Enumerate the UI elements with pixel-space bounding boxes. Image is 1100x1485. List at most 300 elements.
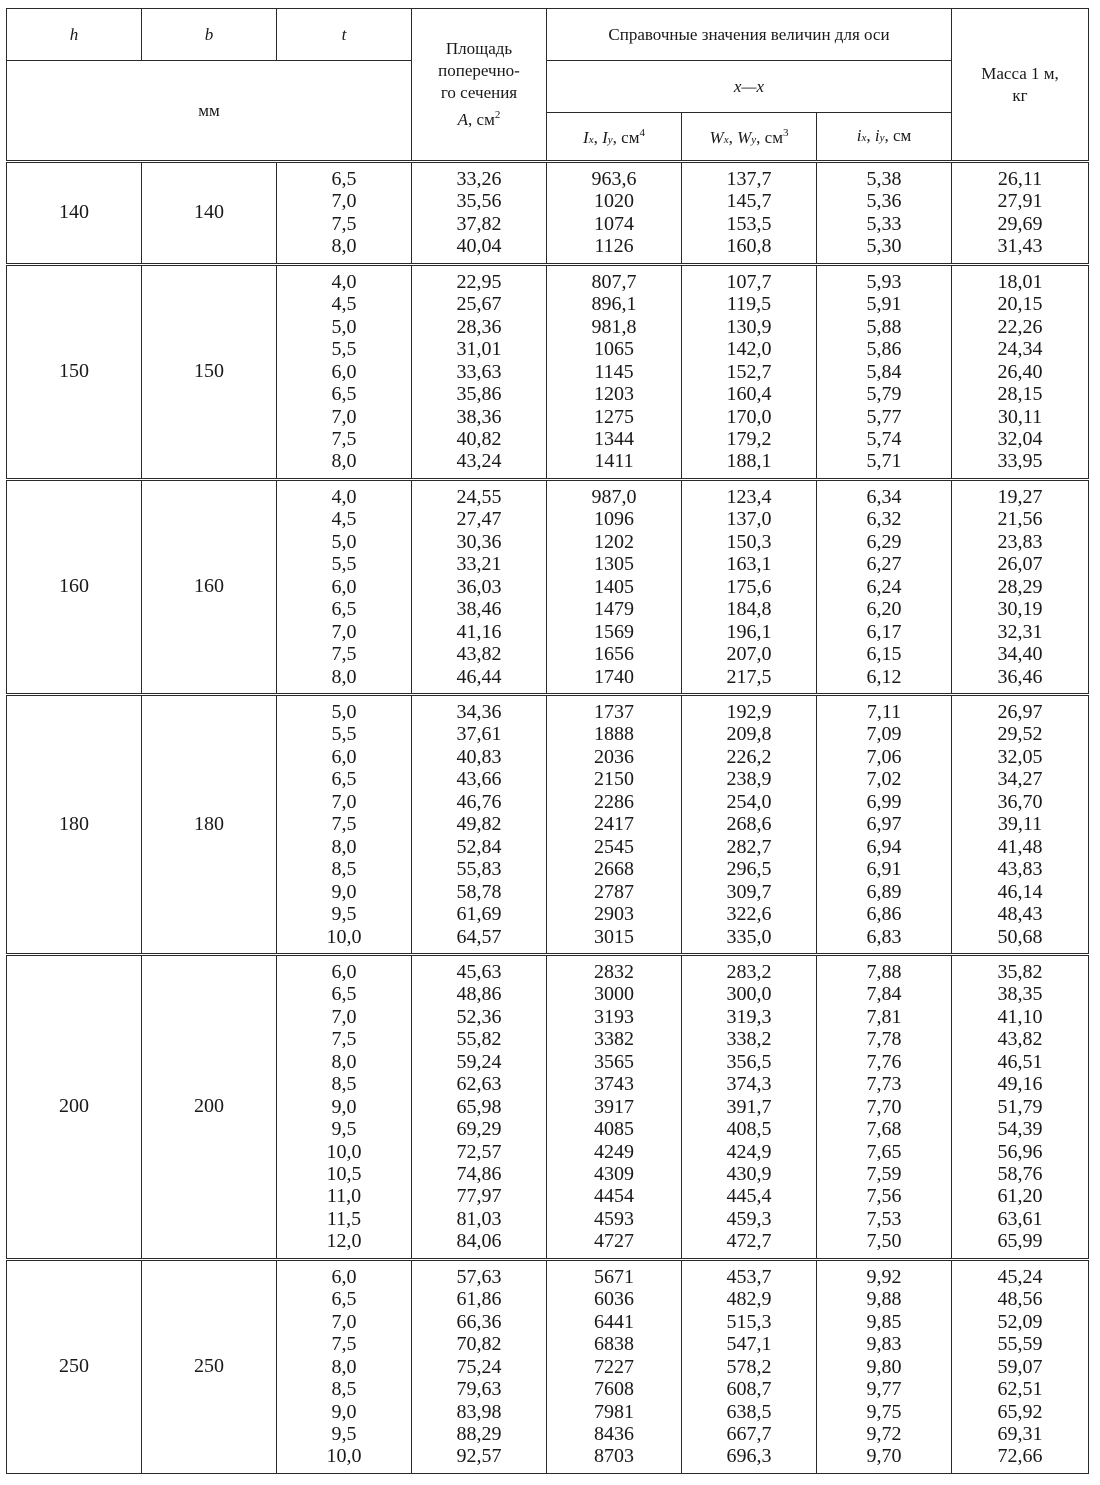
- cell-value: 2903: [594, 903, 634, 926]
- cell-value: 5,33: [866, 212, 902, 235]
- cell-value: 69,31: [997, 1423, 1043, 1446]
- cell-value: 23,83: [997, 530, 1043, 553]
- cell-i: [817, 694, 952, 954]
- cell-value: 4,0: [331, 270, 357, 293]
- cell-value: 20,15: [997, 293, 1043, 316]
- cell-value: 26,07: [997, 553, 1043, 576]
- cell-value: 10,0: [326, 1445, 362, 1468]
- cell-value: 6,5: [331, 768, 357, 791]
- cell-value: 338,2: [726, 1028, 772, 1051]
- cell-value: 5671: [594, 1265, 634, 1288]
- cell-value: 6,83: [866, 925, 902, 948]
- cell-value: 7,5: [331, 813, 357, 836]
- cell-value: 61,69: [456, 903, 502, 926]
- cell-W: [682, 1259, 817, 1473]
- cell-value: 374,3: [726, 1073, 772, 1096]
- cell-value: 4249: [594, 1140, 634, 1163]
- cell-value: 36,46: [997, 665, 1043, 688]
- cell-value: 296,5: [726, 858, 772, 881]
- cell-value: 66,36: [456, 1310, 502, 1333]
- cell-value: 300,0: [726, 983, 772, 1006]
- cell-value: 5,79: [866, 383, 902, 406]
- cell-value: 7,81: [866, 1005, 902, 1028]
- cell-value: 196,1: [726, 620, 772, 643]
- cell-value: 64,57: [456, 925, 502, 948]
- cell-value: 8436: [594, 1423, 634, 1446]
- cell-value: 7,70: [866, 1095, 902, 1118]
- cell-value: 137,7: [726, 168, 772, 190]
- cell-value: 1074: [594, 212, 634, 235]
- cell-value: 45,63: [456, 960, 502, 983]
- col-i-header: [817, 113, 952, 162]
- cell-value: 9,88: [866, 1288, 902, 1311]
- I-sub-x: x: [588, 134, 594, 146]
- area-line-3: го сечения: [440, 83, 518, 102]
- cell-value: 21,56: [997, 508, 1043, 531]
- cell-value: 667,7: [726, 1423, 772, 1446]
- cell-value: 482,9: [726, 1288, 772, 1311]
- cell-value: 52,36: [456, 1005, 502, 1028]
- cell-value: 50,68: [997, 925, 1043, 948]
- I-symbol: I: [583, 128, 589, 147]
- cell-value: 26,11: [997, 168, 1043, 190]
- cell-value: 74,86: [456, 1163, 502, 1186]
- cell-value: 27,91: [997, 190, 1043, 213]
- cell-value: 6,5: [331, 983, 357, 1006]
- cell-value: 7,0: [331, 620, 357, 643]
- table-body: [7, 162, 1089, 1474]
- cell-value: 1145: [594, 360, 634, 383]
- cell-value: 43,83: [997, 858, 1043, 881]
- cell-value: 26,97: [997, 700, 1043, 723]
- cell-value: 1411: [594, 450, 634, 473]
- cell-value: 32,31: [997, 620, 1043, 643]
- cell-value: 48,56: [997, 1288, 1043, 1311]
- cell-value: 1275: [594, 405, 634, 428]
- cell-value: 9,75: [866, 1400, 902, 1423]
- cell-t: [277, 479, 412, 694]
- cell-value: 1202: [594, 530, 634, 553]
- cell-value: 52,09: [997, 1310, 1043, 1333]
- cell-m: [952, 1259, 1089, 1473]
- cell-value: 33,26: [456, 168, 502, 190]
- cell-value: 38,35: [997, 983, 1043, 1006]
- cell-value: 59,07: [997, 1355, 1043, 1378]
- cell-value: 9,0: [331, 1400, 357, 1423]
- cell-value: 9,83: [866, 1333, 902, 1356]
- cell-value: 7,56: [866, 1185, 902, 1208]
- cell-value: 40,83: [456, 745, 502, 768]
- mass-line-2: кг: [1012, 85, 1028, 105]
- cell-A: [412, 479, 547, 694]
- W-unit: , см: [756, 128, 783, 147]
- cell-value: 55,83: [456, 858, 502, 881]
- cell-m: [952, 264, 1089, 479]
- cell-value: 6,97: [866, 813, 902, 836]
- cell-value: 7,0: [331, 190, 357, 213]
- cell-value: 6,17: [866, 620, 902, 643]
- cell-value: 5,71: [866, 450, 902, 473]
- cell-m: [952, 694, 1089, 954]
- cell-b: 200: [142, 954, 277, 1259]
- cell-value: 1203: [594, 383, 634, 406]
- cell-i: [817, 954, 952, 1259]
- cell-value: 84,06: [456, 1230, 502, 1253]
- profile-table: [6, 8, 1089, 1474]
- cell-value: 547,1: [726, 1333, 772, 1356]
- cell-value: 578,2: [726, 1355, 772, 1378]
- cell-value: 46,44: [456, 665, 502, 688]
- col-mass-header: [952, 9, 1089, 162]
- cell-I: [547, 954, 682, 1259]
- cell-value: 5,5: [331, 338, 357, 361]
- cell-value: 1405: [594, 575, 634, 598]
- cell-t: [277, 162, 412, 265]
- cell-value: 5,77: [866, 405, 902, 428]
- cell-value: 7981: [594, 1400, 634, 1423]
- table-row: [7, 479, 1089, 694]
- cell-value: 963,6: [591, 168, 637, 190]
- cell-value: 238,9: [726, 768, 772, 791]
- cell-value: 3382: [594, 1028, 634, 1051]
- cell-value: 30,36: [456, 530, 502, 553]
- cell-value: 55,59: [997, 1333, 1043, 1356]
- mass-line-1: Масса 1 м,: [981, 63, 1059, 83]
- cell-A: [412, 694, 547, 954]
- cell-value: 268,6: [726, 813, 772, 836]
- area-exp: 2: [494, 109, 501, 121]
- i-sub-x: x: [861, 131, 867, 144]
- cell-value: 4309: [594, 1163, 634, 1186]
- cell-value: 26,40: [997, 360, 1043, 383]
- cell-value: 4454: [594, 1185, 634, 1208]
- cell-value: 4,0: [331, 485, 357, 508]
- cell-value: 28,29: [997, 575, 1043, 598]
- cell-value: 6,0: [331, 575, 357, 598]
- cell-value: 430,9: [726, 1163, 772, 1186]
- cell-value: 8,5: [331, 1073, 357, 1096]
- cell-value: 81,03: [456, 1207, 502, 1230]
- cell-value: 6,32: [866, 508, 902, 531]
- I-sub-y: y: [607, 134, 613, 146]
- cell-value: 59,24: [456, 1050, 502, 1073]
- col-area-header: [412, 9, 547, 162]
- cell-value: 12,0: [326, 1230, 362, 1253]
- cell-I: [547, 264, 682, 479]
- cell-value: 37,61: [456, 723, 502, 746]
- cell-value: 170,0: [726, 405, 772, 428]
- cell-value: 45,24: [997, 1265, 1043, 1288]
- cell-value: 6,0: [331, 1265, 357, 1288]
- cell-value: 981,8: [591, 315, 637, 338]
- cell-value: 61,86: [456, 1288, 502, 1311]
- I-sep: ,: [593, 128, 603, 147]
- cell-value: 11,5: [326, 1207, 362, 1230]
- cell-value: 408,5: [726, 1118, 772, 1141]
- cell-value: 7,11: [866, 700, 902, 723]
- cell-value: 61,20: [997, 1185, 1043, 1208]
- cell-value: 6,94: [866, 835, 902, 858]
- cell-value: 4727: [594, 1230, 634, 1253]
- cell-value: 987,0: [591, 485, 637, 508]
- cell-value: 5,5: [331, 553, 357, 576]
- cell-value: 36,03: [456, 575, 502, 598]
- cell-value: 254,0: [726, 790, 772, 813]
- cell-value: 6,29: [866, 530, 902, 553]
- cell-i: [817, 479, 952, 694]
- cell-value: 5,74: [866, 427, 902, 450]
- cell-value: 9,5: [331, 1118, 357, 1141]
- cell-value: 7,53: [866, 1207, 902, 1230]
- table-row: [7, 162, 1089, 265]
- cell-value: 6,0: [331, 745, 357, 768]
- cell-value: 1344: [594, 427, 634, 450]
- cell-value: 33,95: [997, 450, 1043, 473]
- cell-value: 7,0: [331, 1005, 357, 1028]
- W-exp: 3: [782, 127, 789, 139]
- cell-value: 6441: [594, 1310, 634, 1333]
- cell-t: [277, 954, 412, 1259]
- cell-value: 4,5: [331, 293, 357, 316]
- cell-t: [277, 694, 412, 954]
- cell-value: 1126: [594, 235, 634, 258]
- cell-value: 1737: [594, 700, 634, 723]
- cell-b: 150: [142, 264, 277, 479]
- cell-m: [952, 954, 1089, 1259]
- cell-value: 188,1: [726, 450, 772, 473]
- col-I-header: [547, 113, 682, 162]
- cell-i: [817, 1259, 952, 1473]
- cell-value: 3565: [594, 1050, 634, 1073]
- cell-W: [682, 479, 817, 694]
- cell-value: 57,63: [456, 1265, 502, 1288]
- cell-value: 163,1: [726, 553, 772, 576]
- cell-value: 6,5: [331, 168, 357, 190]
- cell-value: 6,5: [331, 1288, 357, 1311]
- cell-value: 3193: [594, 1005, 634, 1028]
- cell-value: 35,86: [456, 383, 502, 406]
- cell-value: 69,29: [456, 1118, 502, 1141]
- cell-value: 6,91: [866, 858, 902, 881]
- cell-value: 2036: [594, 745, 634, 768]
- cell-value: 6,0: [331, 360, 357, 383]
- cell-value: 49,16: [997, 1073, 1043, 1096]
- cell-value: 7,5: [331, 1028, 357, 1051]
- cell-value: 22,95: [456, 270, 502, 293]
- cell-value: 696,3: [726, 1445, 772, 1468]
- i-symbol-y: i: [874, 125, 880, 145]
- mm-unit-header: мм: [7, 61, 412, 162]
- cell-value: 38,46: [456, 598, 502, 621]
- cell-W: [682, 694, 817, 954]
- cell-value: 28,36: [456, 315, 502, 338]
- cell-value: 83,98: [456, 1400, 502, 1423]
- cell-value: 3000: [594, 983, 634, 1006]
- area-symbol: A: [457, 110, 469, 129]
- cell-value: 48,43: [997, 903, 1043, 926]
- cell-value: 34,27: [997, 768, 1043, 791]
- cell-value: 30,19: [997, 598, 1043, 621]
- cell-h: 180: [7, 694, 142, 954]
- cell-value: 453,7: [726, 1265, 772, 1288]
- cell-value: 9,0: [331, 880, 357, 903]
- cell-value: 3015: [594, 925, 634, 948]
- cell-value: 34,36: [456, 700, 502, 723]
- cell-h: 150: [7, 264, 142, 479]
- cell-value: 119,5: [726, 293, 772, 316]
- table-row: [7, 264, 1089, 479]
- cell-h: 200: [7, 954, 142, 1259]
- cell-value: 1569: [594, 620, 634, 643]
- cell-m: [952, 162, 1089, 265]
- cell-value: 56,96: [997, 1140, 1043, 1163]
- cell-value: 1020: [594, 190, 634, 213]
- cell-value: 9,0: [331, 1095, 357, 1118]
- cell-value: 28,15: [997, 383, 1043, 406]
- I-symbol-y: I: [602, 128, 608, 147]
- cell-i: [817, 264, 952, 479]
- W-sub-y: y: [751, 134, 757, 146]
- cell-value: 41,10: [997, 1005, 1043, 1028]
- cell-value: 6,86: [866, 903, 902, 926]
- cell-value: 27,47: [456, 508, 502, 531]
- cell-value: 335,0: [726, 925, 772, 948]
- cell-value: 58,76: [997, 1163, 1043, 1186]
- ref-values-header: Справочные значения величин для оси: [547, 9, 952, 61]
- cell-A: [412, 1259, 547, 1473]
- cell-value: 5,84: [866, 360, 902, 383]
- cell-value: 51,79: [997, 1095, 1043, 1118]
- cell-value: 7227: [594, 1355, 634, 1378]
- table-header: [7, 9, 1089, 162]
- cell-value: 5,0: [331, 530, 357, 553]
- W-symbol: W: [709, 128, 724, 147]
- cell-value: 77,97: [456, 1185, 502, 1208]
- cell-value: 7,73: [866, 1073, 902, 1096]
- cell-value: 445,4: [726, 1185, 772, 1208]
- cell-value: 34,40: [997, 643, 1043, 666]
- cell-value: 638,5: [726, 1400, 772, 1423]
- cell-value: 5,36: [866, 190, 902, 213]
- cell-value: 32,05: [997, 745, 1043, 768]
- cell-value: 30,11: [997, 405, 1043, 428]
- cell-b: 180: [142, 694, 277, 954]
- cell-value: 46,51: [997, 1050, 1043, 1073]
- cell-value: 5,38: [866, 168, 902, 190]
- cell-value: 1065: [594, 338, 634, 361]
- cell-value: 2417: [594, 813, 634, 836]
- cell-value: 36,70: [997, 790, 1043, 813]
- cell-value: 160,8: [726, 235, 772, 258]
- cell-value: 1656: [594, 643, 634, 666]
- cell-value: 63,61: [997, 1207, 1043, 1230]
- cell-value: 65,98: [456, 1095, 502, 1118]
- cell-value: 49,82: [456, 813, 502, 836]
- cell-value: 37,82: [456, 212, 502, 235]
- cell-b: 160: [142, 479, 277, 694]
- cell-value: 62,63: [456, 1073, 502, 1096]
- cell-h: 250: [7, 1259, 142, 1473]
- cell-value: 65,92: [997, 1400, 1043, 1423]
- cell-value: 5,30: [866, 235, 902, 258]
- cell-value: 107,7: [726, 270, 772, 293]
- cell-h: 140: [7, 162, 142, 265]
- cell-value: 226,2: [726, 745, 772, 768]
- cell-value: 4,5: [331, 508, 357, 531]
- cell-value: 43,82: [997, 1028, 1043, 1051]
- cell-I: [547, 1259, 682, 1473]
- cell-value: 472,7: [726, 1230, 772, 1253]
- cell-value: 160,4: [726, 383, 772, 406]
- cell-A: [412, 264, 547, 479]
- i-unit: , см: [884, 125, 912, 145]
- cell-value: 75,24: [456, 1355, 502, 1378]
- cell-value: 6,5: [331, 383, 357, 406]
- col-h-header: h: [7, 9, 142, 61]
- col-W-header: [682, 113, 817, 162]
- cell-value: 2286: [594, 790, 634, 813]
- cell-value: 184,8: [726, 598, 772, 621]
- cell-value: 9,70: [866, 1445, 902, 1468]
- cell-value: 19,27: [997, 485, 1043, 508]
- cell-value: 41,48: [997, 835, 1043, 858]
- cell-value: 24,55: [456, 485, 502, 508]
- cell-value: 46,14: [997, 880, 1043, 903]
- cell-b: 140: [142, 162, 277, 265]
- cell-value: 25,67: [456, 293, 502, 316]
- cell-value: 7,59: [866, 1163, 902, 1186]
- table-row: [7, 1259, 1089, 1473]
- cell-value: 6,5: [331, 598, 357, 621]
- area-line-2: поперечно-: [438, 61, 520, 80]
- cell-value: 309,7: [726, 880, 772, 903]
- cell-value: 2787: [594, 880, 634, 903]
- cell-i: [817, 162, 952, 265]
- cell-value: 130,9: [726, 315, 772, 338]
- cell-value: 58,78: [456, 880, 502, 903]
- cell-value: 7,0: [331, 790, 357, 813]
- cell-value: 31,01: [456, 338, 502, 361]
- cell-W: [682, 954, 817, 1259]
- cell-value: 3917: [594, 1095, 634, 1118]
- cell-value: 8,0: [331, 1050, 357, 1073]
- cell-value: 32,04: [997, 427, 1043, 450]
- cell-value: 9,5: [331, 1423, 357, 1446]
- cell-value: 7,5: [331, 212, 357, 235]
- cell-value: 5,5: [331, 723, 357, 746]
- cell-t: [277, 264, 412, 479]
- i-symbol: i: [856, 125, 862, 145]
- cell-W: [682, 264, 817, 479]
- cell-value: 1888: [594, 723, 634, 746]
- cell-value: 175,6: [726, 575, 772, 598]
- W-symbol-y: W: [737, 128, 752, 147]
- cell-value: 209,8: [726, 723, 772, 746]
- table-row: [7, 694, 1089, 954]
- cell-value: 6,34: [866, 485, 902, 508]
- cell-value: 70,82: [456, 1333, 502, 1356]
- cell-value: 123,4: [726, 485, 772, 508]
- I-unit: , см: [612, 128, 640, 147]
- cell-value: 7,0: [331, 405, 357, 428]
- cell-value: 7,0: [331, 1310, 357, 1333]
- cell-value: 283,2: [726, 960, 772, 983]
- cell-value: 153,5: [726, 212, 772, 235]
- cell-value: 6036: [594, 1288, 634, 1311]
- cell-value: 7,78: [866, 1028, 902, 1051]
- cell-value: 52,84: [456, 835, 502, 858]
- i-sub-y: y: [879, 131, 885, 144]
